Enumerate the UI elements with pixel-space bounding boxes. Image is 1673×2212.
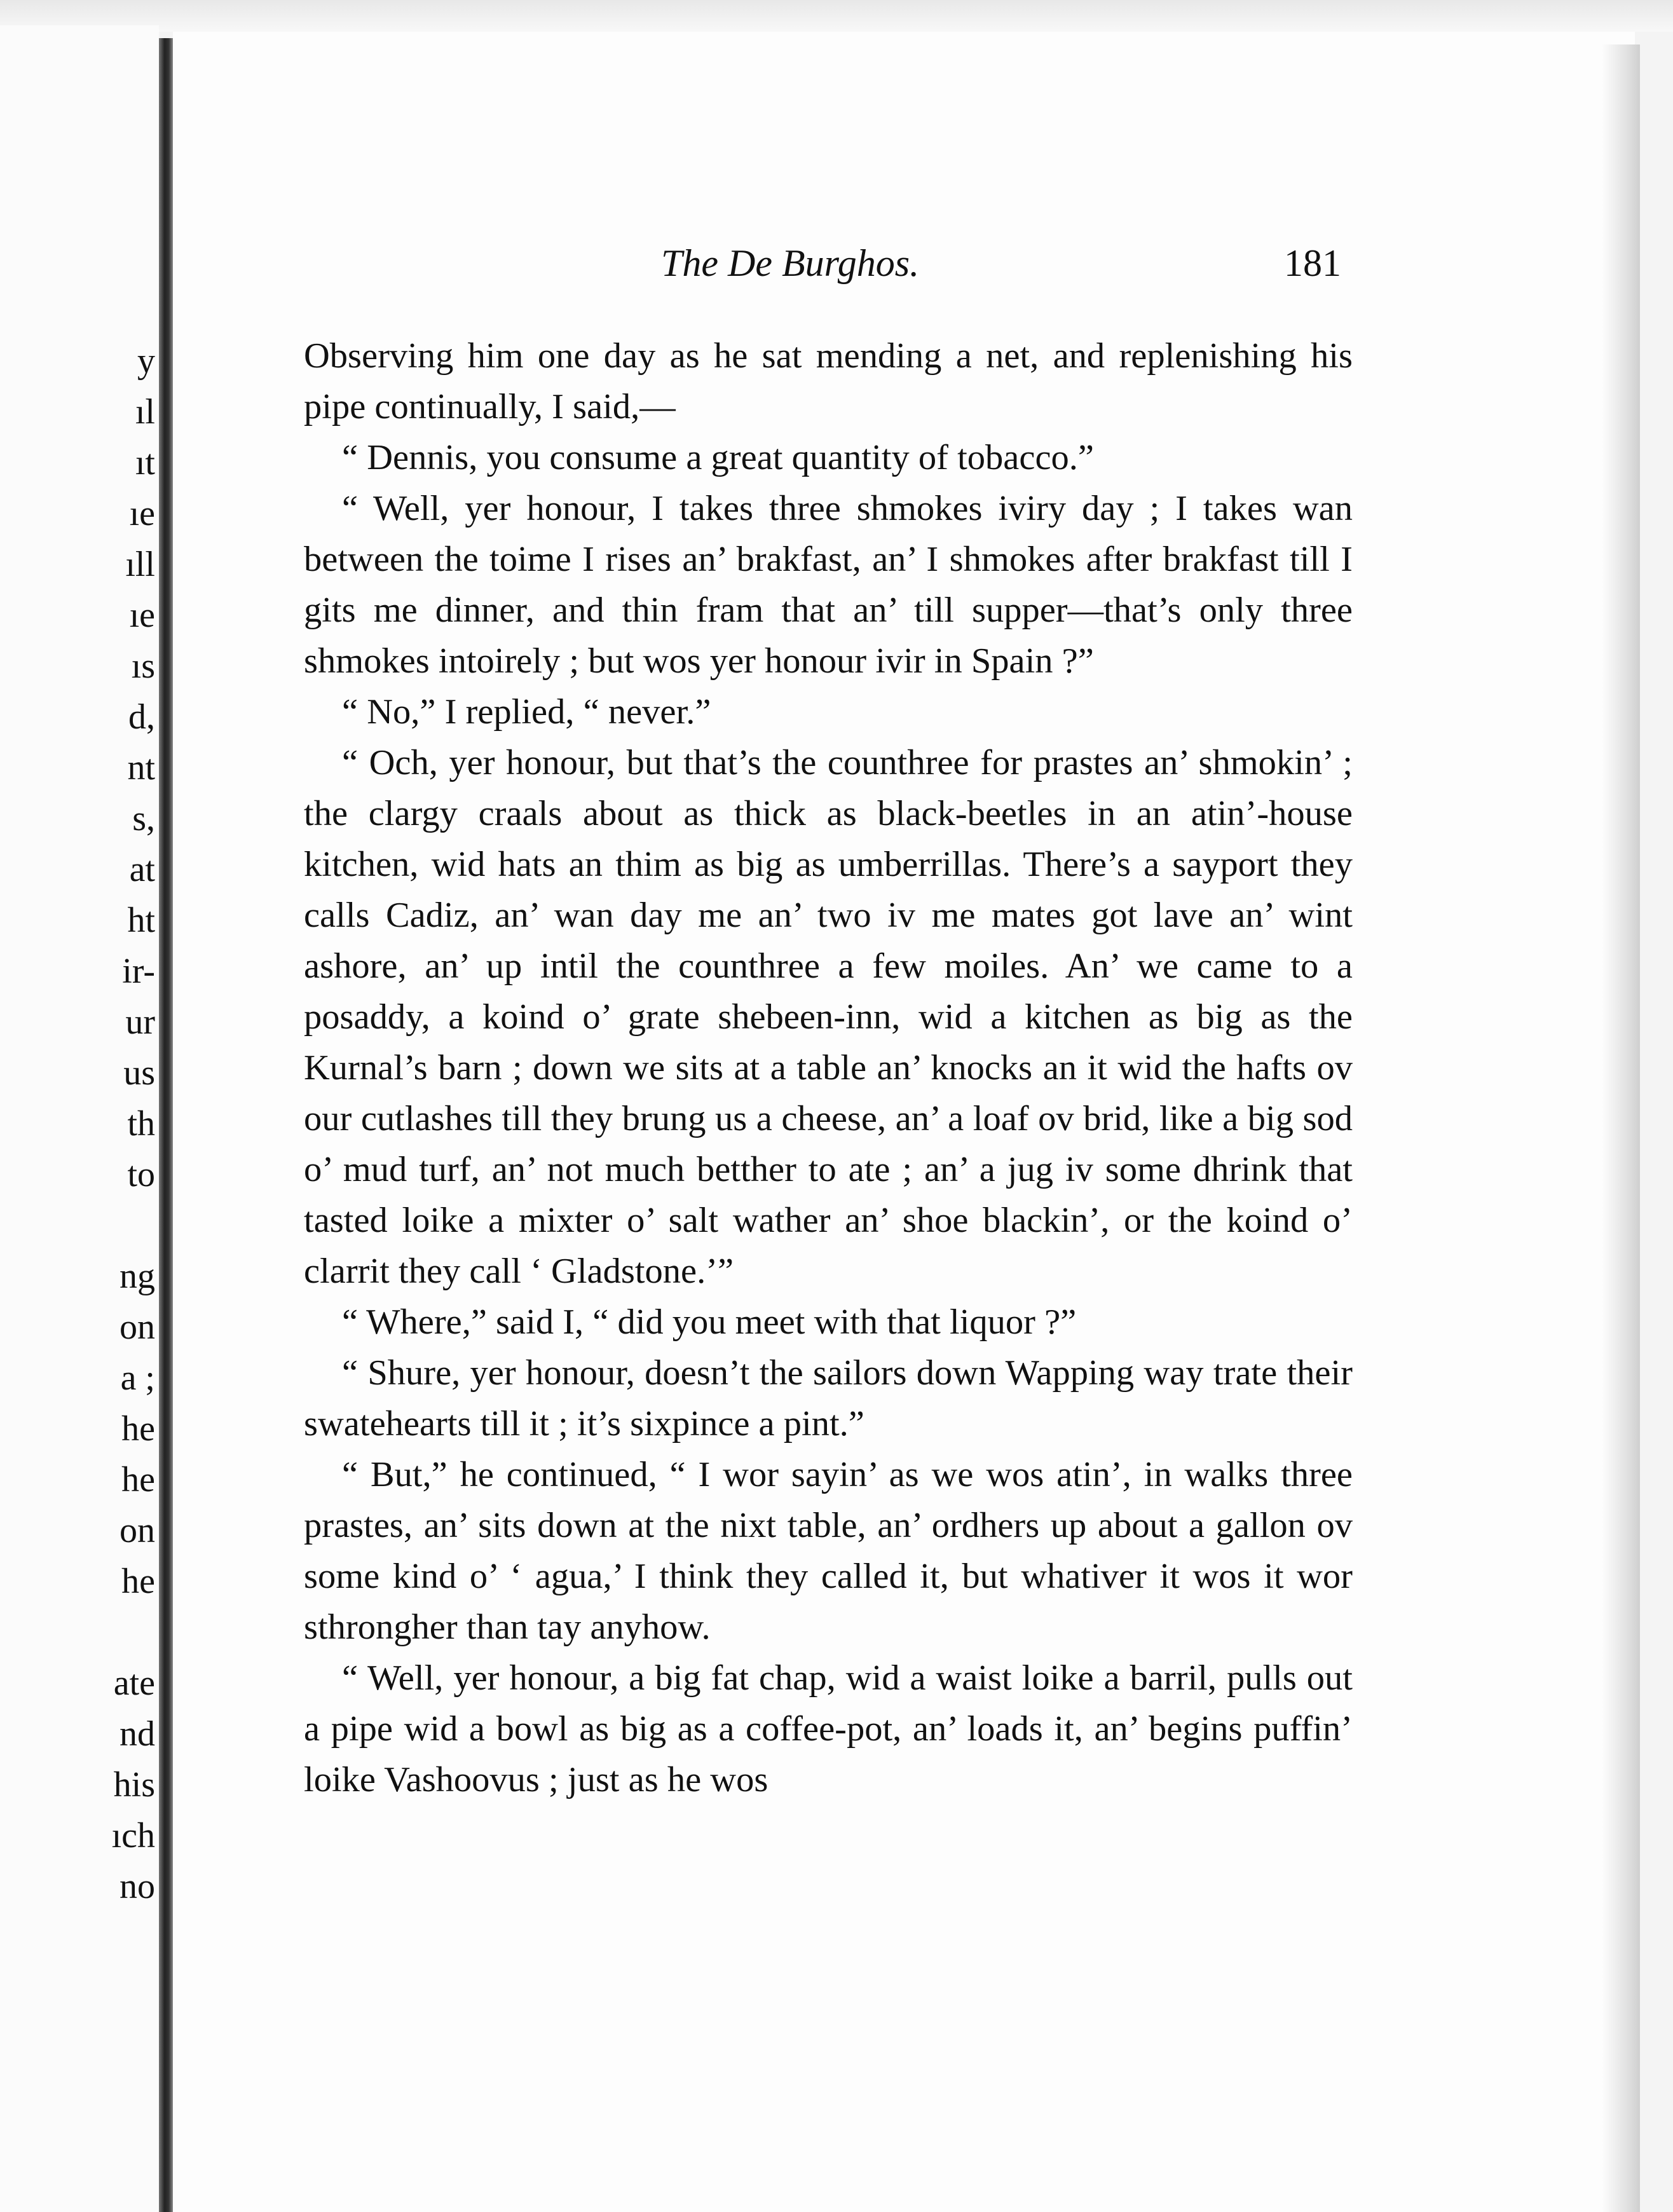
page-number: 181 — [1284, 242, 1341, 284]
paragraph: Observing him one day as he sat mending a net, and replenishing his pipe continually, I said,— — [304, 336, 1353, 427]
paragraph: “ No,” I replied, “ never.” — [342, 692, 711, 732]
paragraph: “ Dennis, you consume a great quantity of tobacco.” — [342, 438, 1094, 477]
left-page-fragment: he — [121, 1409, 155, 1449]
page-right-edge — [1602, 44, 1640, 2212]
left-page-fragment: ıe — [129, 494, 155, 533]
paragraph: “ But,” he continued, “ I wor sayin’ as we wos atin’, in walks three prastes, an’ sits down at the nixt table, an’ ordhers up about a gallon ov some kind o’ ‘ agua,’ I think they called it, but whativer it wos it wor sthrongher than tay anyhow. — [304, 1455, 1353, 1647]
running-title: The De Burghos. — [661, 242, 920, 284]
left-page-fragment: ıch — [111, 1816, 155, 1855]
left-page-fragment: he — [121, 1460, 155, 1499]
left-page-fragment: ht — [127, 901, 155, 940]
left-page-fragment: ir- — [122, 952, 155, 991]
left-page-fragment: th — [127, 1104, 155, 1144]
paragraph: “ Och, yer honour, but that’s the counthree for prastes an’ shmokin’ ; the clargy craals about as thick as black-beetles in an atin’-house kitchen, wid hats an thim as big as umberrillas. There’s a sayport they calls Cadiz, an’ wan day me an’ two iv me mates got lave an’ wint ashore, an’ up intil the counthree a few moiles. An’ we came to a posaddy, a koind o’ grate shebeen-inn, wid a kitchen as big as the Kurnal’s barn ; down we sits at a table an’ knocks an it wid the hafts ov our cutlashes till they brung us a cheese, an’ a loaf ov brid, like a big sod o’ mud turf, an’ not much betther to ate ; an’ a jug iv some dhrink that tasted loike a mixter o’ salt wather an’ shoe blackin’, or the koind o’ clarrit they call ‘ Gladstone.’” — [304, 743, 1353, 1291]
body-text — [304, 331, 1353, 1805]
left-page-fragment: no — [119, 1867, 155, 1906]
left-page-fragment: y — [137, 341, 155, 381]
book-gutter — [159, 38, 173, 2212]
paragraph: “ Well, yer honour, I takes three shmokes iviry day ; I takes wan between the toime I rises an’ brakfast, an’ I shmokes after brakfast till I gits me dinner, and thin fram that an’ till supper—that’s only three shmokes intoirely ; but wos yer honour ivir in Spain ?” — [304, 489, 1353, 681]
left-page-fragment: ıll — [125, 545, 155, 584]
left-page-fragment: on — [119, 1307, 155, 1347]
left-page-fragment: at — [129, 850, 155, 889]
page-top-edge — [0, 0, 1673, 32]
left-page-fragment: ng — [119, 1257, 155, 1296]
left-page-fragment: on — [119, 1511, 155, 1550]
left-page-fragment: he — [121, 1562, 155, 1601]
left-page-fragment: nd — [119, 1714, 155, 1754]
left-page-margin — [0, 25, 159, 2212]
left-page-fragment: ate — [113, 1663, 155, 1703]
left-page-fragment: ıt — [135, 443, 155, 482]
left-page-fragment: his — [113, 1765, 155, 1805]
left-page-fragment: ıe — [129, 596, 155, 635]
left-page-fragment: ıs — [131, 646, 155, 686]
left-page-fragment: d, — [128, 697, 155, 737]
paragraph: “ Where,” said I, “ did you meet with that liquor ?” — [342, 1302, 1077, 1342]
left-page-fragment: a ; — [120, 1358, 155, 1398]
paragraph: “ Shure, yer honour, doesn’t the sailors down Wapping way trate their swatehearts till it ; it’s sixpince a pint.” — [304, 1353, 1353, 1444]
left-page-fragment: s, — [132, 799, 155, 838]
left-page-fragment: us — [123, 1053, 155, 1093]
left-page-fragment: nt — [127, 748, 155, 788]
running-header — [661, 242, 1341, 292]
left-page-fragment: ıl — [135, 392, 155, 432]
left-page-fragment: ur — [125, 1002, 155, 1042]
paragraph: “ Well, yer honour, a big fat chap, wid a waist loike a barril, pulls out a pipe wid a bowl as big as a coffee-pot, an’ loads it, an’ begins puffin’ loike Vashoovus ; just as he wos — [304, 1658, 1353, 1799]
left-page-fragment: to — [127, 1155, 155, 1194]
